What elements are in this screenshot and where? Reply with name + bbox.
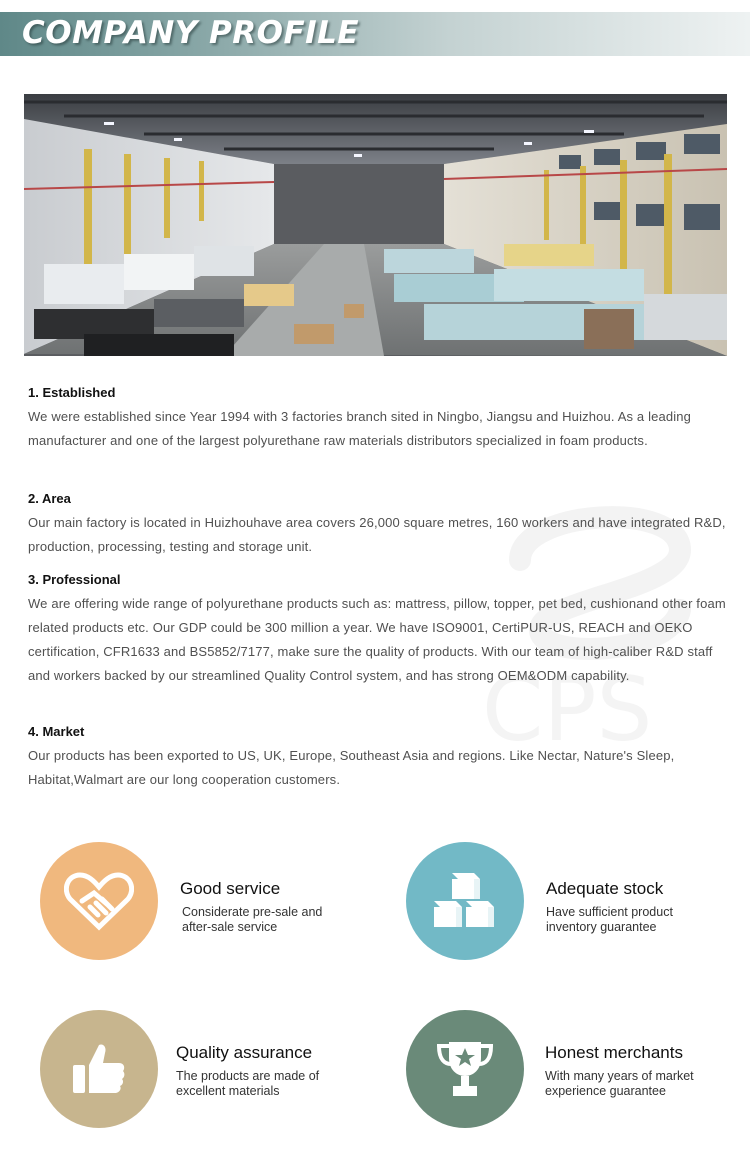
section-title: 4. Market — [28, 724, 85, 739]
feature-title: Quality assurance — [176, 1043, 313, 1062]
feature-honest-merchants — [406, 1010, 736, 1130]
section-professional — [28, 571, 728, 688]
section-body: We were established since Year 1994 with 3 factories branch sited in Ningbo, Jiangsu and Huizhou. As a leading manufacturer and one of the largest polyurethane raw materials distributors specialized in foam products. — [28, 409, 692, 448]
trophy-icon — [435, 1038, 495, 1100]
feature-desc-line: Considerate pre-sale and — [182, 905, 323, 919]
factory-photo — [24, 94, 727, 356]
header-banner — [0, 12, 750, 56]
feature-description — [176, 1069, 346, 1099]
feature-title: Good service — [180, 879, 281, 898]
factory-illustration — [24, 94, 727, 356]
feature-title: Adequate stock — [546, 879, 664, 898]
feature-circle — [40, 842, 158, 960]
section-body: Our main factory is located in Huizhouhave area covers 26,000 square metres, 160 workers and have integrated R&D, production, processing, testing and storage unit. — [28, 515, 726, 554]
feature-desc-line: excellent materials — [176, 1084, 280, 1098]
feature-description — [546, 905, 716, 935]
feature-description — [182, 905, 352, 935]
watermark-text: CPS — [482, 658, 653, 761]
page-title: COMPANY PROFILE — [22, 15, 360, 51]
section-area — [28, 490, 728, 559]
feature-circle — [406, 1010, 524, 1128]
section-title: 3. Professional — [28, 572, 121, 587]
feature-desc-line: experience guarantee — [545, 1084, 666, 1098]
feature-description — [545, 1069, 715, 1099]
feature-adequate-stock — [406, 842, 736, 962]
feature-quality-assurance — [40, 1010, 370, 1130]
feature-circle — [406, 842, 524, 960]
feature-good-service — [40, 842, 370, 962]
feature-title: Honest merchants — [545, 1043, 683, 1062]
section-title: 2. Area — [28, 491, 71, 506]
feature-desc-line: The products are made of — [176, 1069, 320, 1083]
handshake-icon — [64, 871, 134, 931]
thumbs-up-icon — [71, 1041, 127, 1097]
feature-desc-line: inventory guarantee — [546, 920, 657, 934]
section-body: We are offering wide range of polyurethane products such as: mattress, pillow, topper, pet bed, cushionand other foam related products etc. Our GDP could be 300 million a year. We have ISO9001, CertiPUR-US, REACH and OEKO certification, CFR1633 and BS5852/7177, make sure the quality of products. With our team of high-caliber R&D staff and workers backed by our streamlined Quality Control system, and has strong OEM&ODM capability. — [28, 596, 726, 683]
feature-circle — [40, 1010, 158, 1128]
section-title: 1. Established — [28, 385, 116, 400]
section-established — [28, 384, 728, 453]
feature-desc-line: Have sufficient product — [546, 905, 673, 919]
feature-desc-line: With many years of market — [545, 1069, 694, 1083]
boxes-icon — [432, 871, 498, 931]
feature-desc-line: after-sale service — [182, 920, 278, 934]
section-body: Our products has been exported to US, UK, Europe, Southeast Asia and regions. Like Nectar, Nature's Sleep, Habitat,Walmart are our long cooperation customers. — [28, 748, 675, 787]
section-market — [28, 723, 728, 792]
